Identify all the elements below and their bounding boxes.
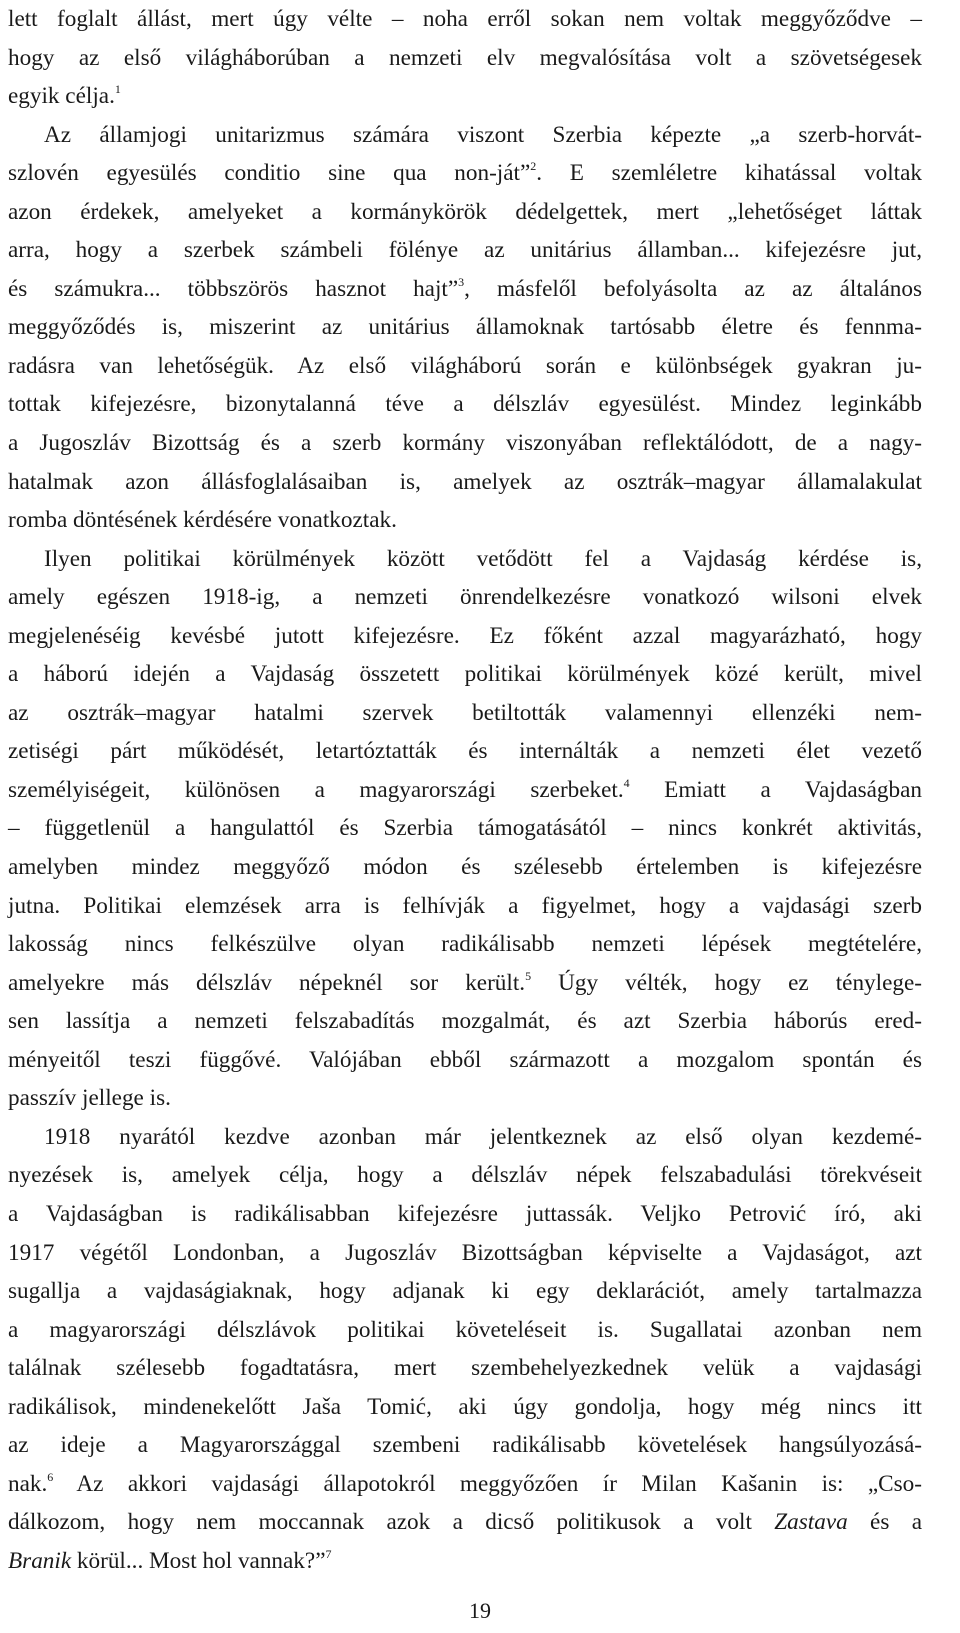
- text-line: [8, 1465, 922, 1504]
- text-line: [8, 1041, 922, 1080]
- page-body: [8, 0, 922, 1580]
- line-text: ményeitől teszi függővé. Valójában ebből származott a mozgalom spontán és: [8, 1046, 922, 1073]
- line-text: hatalmak azon állásfoglalásaiban is, amelyek az osztrák–magyar államalakulat: [8, 468, 922, 495]
- text-line: [8, 424, 922, 463]
- line-text: találnak szélesebb fogadtatásra, mert szembehelyezkednek velük a vajdasági: [8, 1355, 922, 1382]
- text-line: [8, 1388, 922, 1427]
- footnote-marker: 6: [47, 1469, 54, 1484]
- line-text: a háború idején a Vajdaság összetett politikai körülmények közé került, mivel: [8, 661, 922, 688]
- line-text-continued: Az akkori vajdasági állapotokról meggyőzően ír Milan Kašanin is: „Cso-: [53, 1470, 922, 1497]
- text-line: [8, 347, 922, 386]
- text-line: [8, 1349, 922, 1388]
- text-line: [8, 193, 922, 232]
- line-text: tottak kifejezésre, bizonytalanná téve a délszláv egyesülést. Mindez leginkább: [8, 391, 922, 418]
- line-text: radásra van lehetőségük. Az első világháború során e különbségek gyakran ju-: [8, 352, 922, 379]
- line-text: 1918 nyarától kezdve azonban már jelentkeznek az első olyan kezdemé-: [44, 1123, 922, 1150]
- line-text: a Jugoszláv Bizottság és a szerb kormány viszonyában reflektálódott, de a nagy-: [8, 430, 922, 457]
- line-text: romba döntésének kérdésére vonatkoztak.: [8, 507, 397, 534]
- text-line: [8, 925, 922, 964]
- footnote-marker: 1: [114, 82, 121, 97]
- line-text: 1917 végétől Londonban, a Jugoszláv Bizottságban képviselte a Vajdaságot, azt: [8, 1239, 922, 1266]
- text-line: [8, 1118, 922, 1157]
- text-line: [8, 1079, 922, 1118]
- text-line: [8, 154, 922, 193]
- line-text: amelyben mindez meggyőző módon és szélesebb értelemben is kifejezésre: [8, 854, 922, 881]
- line-text: – függetlenül a hangulattól és Szerbia támogatásától – nincs konkrét aktivitás,: [8, 815, 922, 842]
- text-line: [8, 1311, 922, 1350]
- line-text-continued: és a: [847, 1509, 922, 1536]
- line-text: Az államjogi unitarizmus számára viszont Szerbia képezte „a szerb-horvát-: [44, 121, 922, 148]
- text-line: [8, 1503, 922, 1542]
- line-text-continued: Úgy vélték, hogy ez ténylege-: [531, 969, 922, 996]
- footnote-marker: 4: [623, 775, 630, 790]
- line-text: személyiségeit, különösen a magyarországi szerbeket.: [8, 776, 624, 803]
- text-line: [8, 1542, 922, 1581]
- line-text-continued: . E szemléletre kihatással voltak: [536, 160, 923, 187]
- text-line: [8, 848, 922, 887]
- text-line: [8, 771, 922, 810]
- footnote-marker: 5: [525, 968, 532, 983]
- line-text: passzív jellege is.: [8, 1085, 171, 1112]
- line-text: radikálisok, mindenekelőtt Jaša Tomić, aki úgy gondolja, hogy még nincs itt: [8, 1393, 922, 1420]
- line-text: hogy az első világháborúban a nemzeti elv megvalósítása volt a szövetségesek: [8, 44, 922, 71]
- line-text-continued: Emiatt a Vajdaságban: [629, 776, 922, 803]
- line-text: arra, hogy a szerbek számbeli fölénye az unitárius államban... kifejezésre jut,: [8, 237, 922, 264]
- text-line: [8, 1234, 922, 1273]
- italic-title: Zastava: [774, 1509, 848, 1536]
- line-text: szlovén egyesülés conditio sine qua non-ját”: [8, 160, 531, 187]
- text-line: [8, 463, 922, 502]
- line-text: és számukra... többszörös hasznot hajt”: [8, 275, 459, 302]
- text-line: [8, 964, 922, 1003]
- line-text: meggyőződés is, miszerint az unitárius államoknak tartósabb életre és fennma-: [8, 314, 922, 341]
- text-line: [8, 385, 922, 424]
- line-text: körül... Most hol vannak?”: [71, 1547, 326, 1574]
- text-line: [8, 1156, 922, 1195]
- line-text: sugallja a vajdaságiaknak, hogy adjanak ki egy deklarációt, amely tartalmazza: [8, 1278, 922, 1305]
- text-line: [8, 578, 922, 617]
- line-text: nyezések is, amelyek célja, hogy a délszláv népek felszabadulási törekvéseit: [8, 1162, 922, 1189]
- page-number: 19: [469, 1598, 491, 1623]
- line-text: sen lassítja a nemzeti felszabadítás mozgalmát, és azt Szerbia háborús ered-: [8, 1008, 922, 1035]
- line-text: az ideje a Magyarországgal szembeni radikálisabb követelések hangsúlyozásá-: [8, 1432, 922, 1459]
- text-line: [8, 501, 922, 540]
- line-text: amely egészen 1918-ig, a nemzeti önrendelkezésre vonatkozó wilsoni elvek: [8, 584, 922, 611]
- footnote-marker: 7: [325, 1546, 332, 1561]
- line-text: amelyekre más délszláv népeknél sor került.: [8, 969, 526, 996]
- text-line: [8, 116, 922, 155]
- line-text: a magyarországi délszlávok politikai követeléseit is. Sugallatai azonban nem: [8, 1316, 922, 1343]
- text-line: [8, 1272, 922, 1311]
- text-line: [8, 1002, 922, 1041]
- text-line: [8, 1426, 922, 1465]
- line-text: nak.: [8, 1470, 48, 1497]
- line-text: a Vajdaságban is radikálisabban kifejezésre juttassák. Veljko Petrović író, aki: [8, 1200, 922, 1227]
- text-line: [8, 655, 922, 694]
- text-line: [8, 39, 922, 78]
- text-line: [8, 77, 922, 116]
- line-text: az osztrák–magyar hatalmi szervek betiltották valamennyi ellenzéki nem-: [8, 699, 922, 726]
- line-text: dálkozom, hogy nem moccannak azok a dicső politikusok a volt: [8, 1509, 775, 1536]
- footnote-marker: 2: [530, 159, 537, 174]
- text-line: [8, 694, 922, 733]
- footnote-marker: 3: [458, 274, 465, 289]
- text-line: [8, 540, 922, 579]
- line-text: lakosság nincs felkészülve olyan radikálisabb nemzeti lépések megtételére,: [8, 931, 922, 958]
- line-text: jutna. Politikai elemzések arra is felhívják a figyelmet, hogy a vajdasági szerb: [8, 892, 922, 919]
- line-text: megjelenéséig kevésbé jutott kifejezésre. Ez főként azzal magyarázható, hogy: [8, 622, 922, 649]
- text-line: [8, 270, 922, 309]
- text-line: [8, 887, 922, 926]
- line-text: lett foglalt állást, mert úgy vélte – noha erről sokan nem voltak meggyőződve –: [8, 6, 922, 32]
- text-line: [8, 617, 922, 656]
- line-text: egyik célja.: [8, 83, 115, 110]
- line-text: zetiségi párt működését, letartóztatták és internálták a nemzeti élet vezető: [8, 738, 922, 765]
- line-text-continued: , másfelől befolyásolta az az általános: [464, 275, 922, 302]
- line-text: Ilyen politikai körülmények között vetődött fel a Vajdaság kérdése is,: [44, 545, 922, 572]
- text-line: [8, 231, 922, 270]
- line-text: azon érdekek, amelyeket a kormánykörök dédelgettek, mert „lehetőséget láttak: [8, 198, 922, 225]
- text-line: [8, 0, 922, 39]
- text-line: [8, 809, 922, 848]
- text-line: [8, 1195, 922, 1234]
- text-line: [8, 308, 922, 347]
- text-line: [8, 732, 922, 771]
- italic-title: Branik: [8, 1547, 72, 1574]
